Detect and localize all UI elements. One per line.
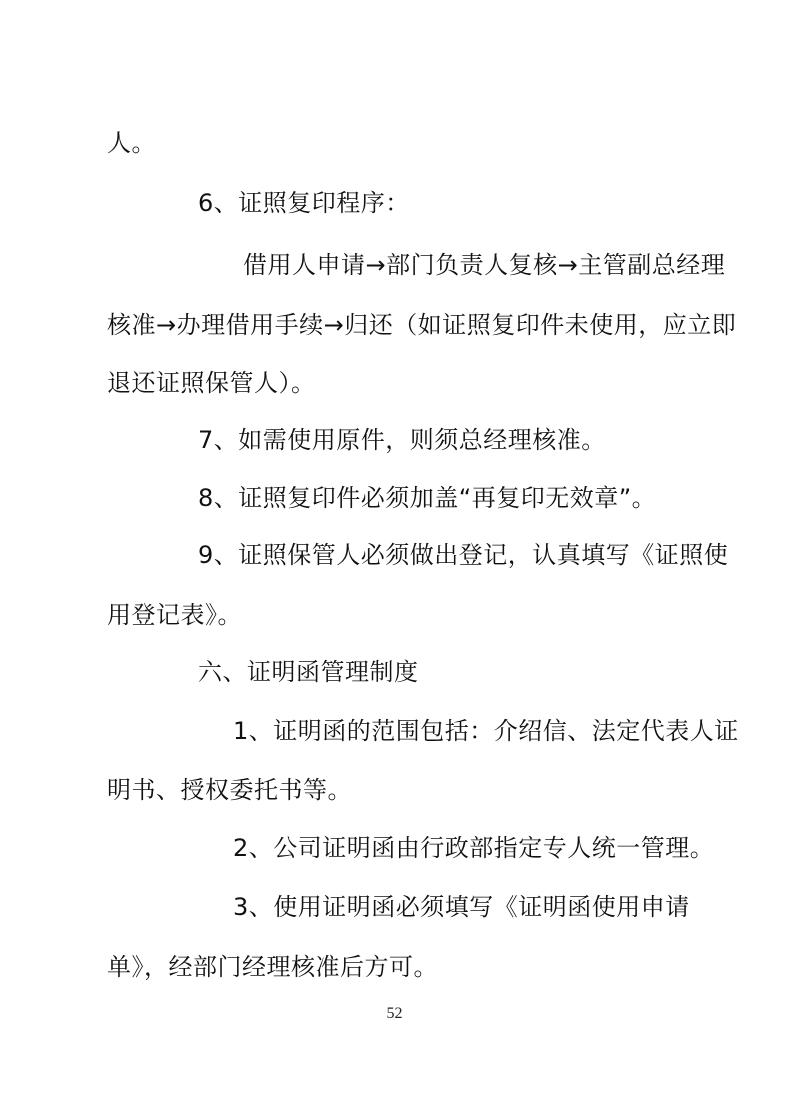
item-8-text: 8、证照复印件必须加盖“再复印无效章”。 <box>198 484 657 512</box>
item-6-procedure-line-1: 借用人申请→部门负责人复核→主管副总经理 <box>243 251 726 279</box>
page-number: 52 <box>386 1005 403 1022</box>
item-9-text-line-1: 9、证照保管人必须做出登记，认真填写《证照使 <box>198 541 729 569</box>
item-6-heading: 6、证照复印程序： <box>198 189 410 217</box>
item-7-text: 7、如需使用原件，则须总经理核准。 <box>198 426 606 454</box>
section-6-item-3-line-2: 单》，经部门经理核准后方可。 <box>107 953 438 981</box>
text-line-continuation: 人。 <box>107 129 156 157</box>
section-6-item-1-line-1: 1、证明函的范围包括：介绍信、法定代表人证 <box>233 717 739 745</box>
item-9-text-line-2: 用登记表》。 <box>107 601 242 629</box>
section-6-item-2-text: 2、公司证明函由行政部指定专人统一管理。 <box>233 834 715 862</box>
section-6-heading: 六、证明函管理制度 <box>198 658 419 686</box>
section-6-item-3-line-1: 3、使用证明函必须填写《证明函使用申请 <box>233 893 690 921</box>
section-6-item-1-line-2: 明书、授权委托书等。 <box>107 776 352 804</box>
item-6-procedure-line-2: 核准→办理借用手续→归还（如证照复印件未使用，应立即 <box>107 311 737 339</box>
item-6-procedure-line-3: 退还证照保管人）。 <box>107 369 316 397</box>
